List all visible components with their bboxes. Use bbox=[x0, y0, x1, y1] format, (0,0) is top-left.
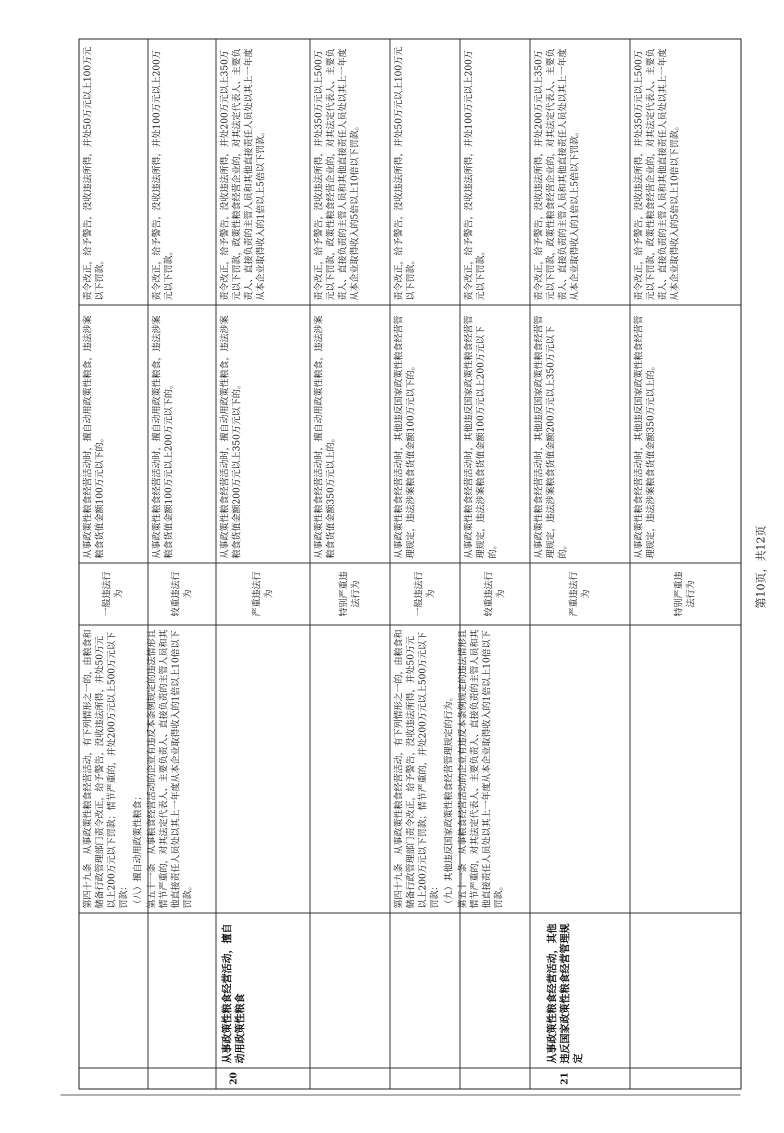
penalty-standard: 责令改正，给予警告，没收违法所得，并处50万元以上100万元以下罚款。 bbox=[390, 39, 459, 305]
grade-level: 一般违法行为 bbox=[390, 563, 459, 625]
penalty-standard: 责令改正，给予警告，没收违法所得，并处200万元以上350万元以下罚款，政策性粮食经营企业的，对其法定代表人、主要负责人、直接负责的主管人员和其他直接责任人员处以其上一年度从本企业取得收入的1倍以上5倍以下罚款。 bbox=[530, 39, 629, 305]
margin-rule bbox=[60, 1094, 740, 1095]
basis-paragraph: （八）擅自动用政策性粮食； bbox=[133, 790, 143, 908]
grade-level: 严重违法行为 bbox=[216, 563, 309, 625]
violation-item: 从事政策性粮食经营活动，其他违反国家政策性粮食经营管理规定 bbox=[390, 913, 740, 1068]
grade-level: 严重违法行为 bbox=[530, 563, 629, 625]
page-footer: 第10页，共12页 bbox=[754, 525, 767, 608]
penalty-standard: 责令改正，给予警告，没收违法所得，并处100万元以上200万元以下罚款。 bbox=[148, 39, 215, 305]
violation-item: 从事政策性粮食经营活动，擅自动用政策性粮食 bbox=[79, 913, 389, 1068]
item-number: 21 bbox=[560, 1071, 570, 1085]
basis-paragraph: 第四十九条 从事政策性粮食经营活动，有下列情形之一的，由粮食和储备行政管理部门责令改正，给予警告，没收违法所得，并处50万元以上200万元以下罚款；情节严重的，并处200万元以上500万元以下罚款： bbox=[394, 628, 440, 908]
grade-situation: 从事政策性粮食经营活动时，其他违反国家政策性粮食经营管理规定，违法涉案粮食货值金额200万元以上350万元以下的。 bbox=[530, 305, 629, 563]
basis-paragraph: 第五十一条 从事粮食经营活动的企业有违反本条例规定的违法情形且情节严重的，对其法定代表人、主要负责人、直接负责的主管人员和其他直接责任人员处以其上一年度从本企业取得收入的1倍以上10倍以下罚款。 bbox=[458, 628, 504, 908]
penalty-standard: 责令改正，给予警告，没收违法所得，并处200万元以上350万元以下罚款，政策性粮食经营企业的，对其法定代表人、主要负责人、直接负责的主管人员和其他直接责任人员处以其上一年度从本企业取得收入的1倍以上5倍以下罚款。 bbox=[216, 39, 309, 305]
basis-paragraph: 第五十一条 从事粮食经营活动的企业有违反本条例规定的违法情形且情节严重的，对其法定代表人、主要负责人、直接负责的主管人员和其他直接责任人员处以其上一年度从本企业取得收入的1倍以上10倍以下罚款。 bbox=[147, 628, 193, 908]
grade-situation: 从事政策性粮食经营活动时，其他违反国家政策性粮食经营管理规定，违法涉案粮食货值金额100万元以下的。 bbox=[390, 305, 459, 563]
penalty-standard: 责令改正，给予警告，没收违法所得，并处350万元以上500万元以下罚款，政策性粮食经营企业的，对其法定代表人、主要负责人、直接负责的主管人员和其他直接责任人员处以其上一年度从本企业取得收入的5倍以上10倍以下罚款。 bbox=[310, 39, 389, 305]
basis-paragraph: （九）其他违反国家政策性粮食经营管理规定的行为。 bbox=[444, 691, 454, 908]
grade-situation: 从事政策性粮食经营活动时，其他违反国家政策性粮食经营管理规定，违法涉案粮食货值金额100万元以上200万元以下的。 bbox=[460, 305, 529, 563]
grade-situation: 从事政策性粮食经营活动时，擅自动用政策性粮食，违法涉案粮食货值金额350万元以上的。 bbox=[310, 305, 389, 563]
penalty-standard-table bbox=[78, 38, 741, 1089]
grade-row bbox=[309, 39, 389, 1088]
item-number: 20 bbox=[229, 1071, 239, 1085]
penalty-standard: 责令改正，给予警告，没收违法所得，并处50万元以上100万元以下罚款。 bbox=[79, 39, 147, 305]
penalty-standard: 责令改正，给予警告，没收违法所得，并处350万元以上500万元以下罚款，政策性粮食经营企业的，对其法定代表人、主要负责人、直接负责的主管人员和其他直接责任人员处以其上一年度从本企业取得收入的5倍以上10倍以下罚款。 bbox=[630, 39, 740, 305]
grade-row bbox=[529, 39, 629, 1088]
grade-level: 较重违法行为 bbox=[460, 563, 529, 625]
grade-row bbox=[459, 39, 529, 1088]
grade-level: 一般违法行为 bbox=[79, 563, 147, 625]
grade-row bbox=[147, 39, 215, 1088]
grade-row bbox=[629, 39, 740, 1088]
grade-level: 较重违法行为 bbox=[148, 563, 215, 625]
basis-paragraph: 第四十九条 从事政策性粮食经营活动，有下列情形之一的，由粮食和储备行政管理部门责令改正，给予警告，没收违法所得，并处50万元以上200万元以下罚款；情节严重的，并处200万元以上500万元以下罚款： bbox=[83, 628, 129, 908]
grade-level: 特别严重违法行为 bbox=[310, 563, 389, 625]
grade-situation: 从事政策性粮食经营活动时，擅自动用政策性粮食，违法涉案粮食货值金额100万元以上200万元以下的。 bbox=[148, 305, 215, 563]
grade-situation: 从事政策性粮食经营活动时，擅自动用政策性粮食，违法涉案粮食货值金额100万元以下的。 bbox=[79, 305, 147, 563]
grade-situation: 从事政策性粮食经营活动时，擅自动用政策性粮食，违法涉案粮食货值金额200万元以上350万元以下的。 bbox=[216, 305, 309, 563]
penalty-standard: 责令改正，给予警告，没收违法所得，并处100万元以上200万元以下罚款。 bbox=[460, 39, 529, 305]
grade-row bbox=[79, 39, 147, 1088]
grade-situation: 从事政策性粮食经营活动时，其他违反国家政策性粮食经营管理规定，违法涉案粮食货值金额350万元以上的。 bbox=[630, 305, 740, 563]
grade-row bbox=[389, 39, 459, 1088]
grade-row bbox=[215, 39, 309, 1088]
grade-level: 特别严重违法行为 bbox=[630, 563, 740, 625]
